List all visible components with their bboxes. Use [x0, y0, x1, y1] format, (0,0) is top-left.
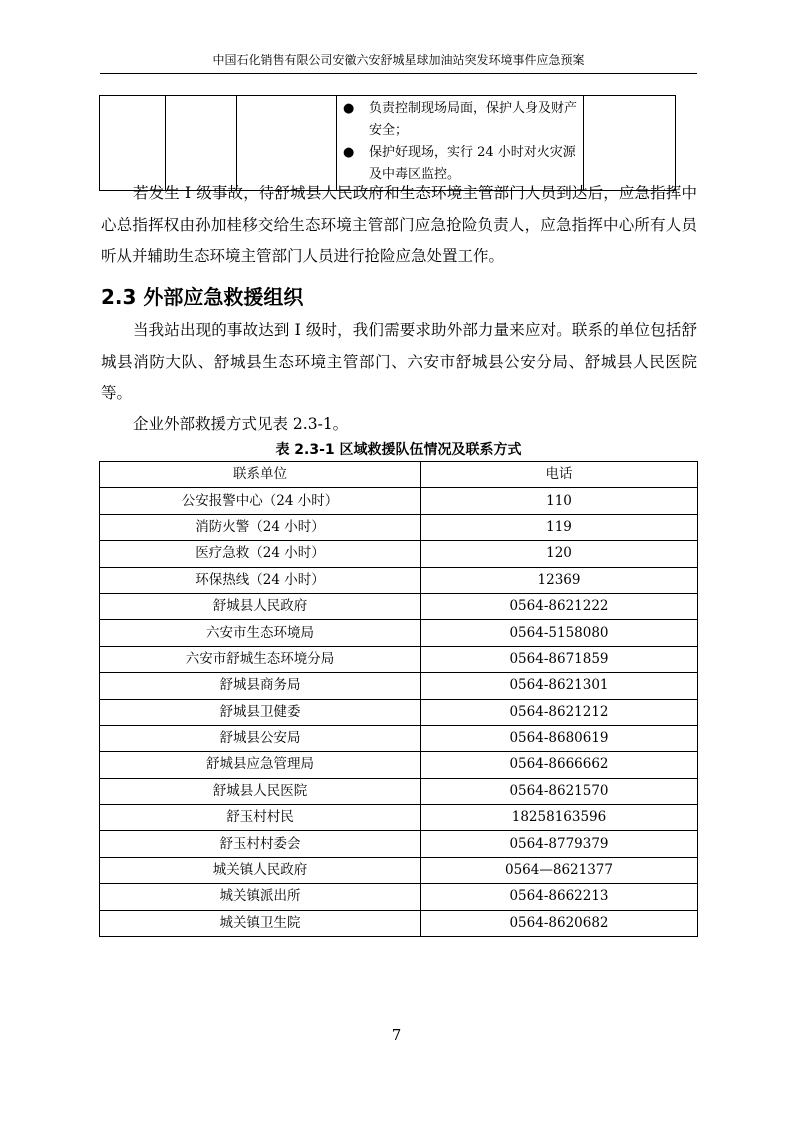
table-header-row — [100, 462, 698, 488]
table-row — [100, 778, 698, 804]
paragraph-command-transfer: 若发生 I 级事故，待舒城县人民政府和生态环境主管部门人员到达后，应急指挥中心总指挥权由孙加桂移交给生态环境主管部门应急抢险负责人，应急指挥中心所有人员听从并辅助生态环境主管部门人员进行抢险应急处置工作。 — [101, 184, 697, 265]
contact-unit-cell: 舒城县人民政府 — [100, 593, 421, 619]
contact-unit-cell: 舒玉村村民 — [100, 805, 421, 831]
contact-table-body — [100, 488, 698, 937]
table-row — [100, 96, 676, 191]
contact-phone-cell: 120 — [421, 541, 698, 567]
continued-table — [99, 95, 676, 191]
contact-unit-cell: 城关镇人民政府 — [100, 857, 421, 883]
table-row — [100, 593, 698, 619]
contact-phone-cell: 0564-8620682 — [421, 910, 698, 936]
contact-phone-cell: 0564-8621212 — [421, 699, 698, 725]
contact-unit-cell: 医疗急救（24 小时） — [100, 541, 421, 567]
bullet-text: 负责控制现场局面，保护人身及财产安全； — [369, 101, 578, 138]
paragraph-table-reference: 企业外部救援方式见表 2.3-1。 — [133, 415, 349, 433]
contact-unit-cell: 舒城县公安局 — [100, 725, 421, 751]
section-title: 2.3 外部应急救援组织 — [101, 285, 304, 309]
contact-unit-cell: 城关镇派出所 — [100, 884, 421, 910]
table-row — [100, 541, 698, 567]
contact-phone-cell: 0564-8662213 — [421, 884, 698, 910]
table-caption: 表 2.3-1 区域救援队伍情况及联系方式 — [275, 442, 522, 458]
bullet-icon: ● — [343, 101, 355, 116]
contact-phone-cell: 0564-8680619 — [421, 725, 698, 751]
list-item — [343, 98, 579, 142]
contact-unit-cell: 舒城县卫健委 — [100, 699, 421, 725]
table-row — [100, 673, 698, 699]
contact-phone-cell: 119 — [421, 514, 698, 540]
contact-phone-cell: 0564-5158080 — [421, 620, 698, 646]
table-row — [100, 514, 698, 540]
table-row — [100, 620, 698, 646]
column-header-unit: 联系单位 — [100, 462, 421, 488]
table-row — [100, 567, 698, 593]
contact-phone-cell: 0564-8671859 — [421, 646, 698, 672]
contact-unit-cell: 舒玉村村委会 — [100, 831, 421, 857]
contact-unit-cell: 六安市舒城生态环境分局 — [100, 646, 421, 672]
contact-phone-cell: 0564—8621377 — [421, 857, 698, 883]
contact-unit-cell: 舒城县商务局 — [100, 673, 421, 699]
table-cell — [584, 96, 676, 191]
column-header-phone: 电话 — [421, 462, 698, 488]
table-row — [100, 699, 698, 725]
contact-phone-cell: 12369 — [421, 567, 698, 593]
table-row — [100, 910, 698, 936]
contact-phone-cell: 0564-8621570 — [421, 778, 698, 804]
contact-phone-cell: 0564-8621222 — [421, 593, 698, 619]
contact-unit-cell: 舒城县人民医院 — [100, 778, 421, 804]
contact-unit-cell: 环保热线（24 小时） — [100, 567, 421, 593]
table-cell — [166, 96, 237, 191]
paragraph-external-help: 当我站出现的事故达到 I 级时，我们需要求助外部力量来应对。联系的单位包括舒城县消防大队、舒城县生态环境主管部门、六安市舒城县公安分局、舒城县人民医院等。 — [101, 321, 697, 402]
table-row — [100, 646, 698, 672]
table-row — [100, 752, 698, 778]
table-row — [100, 805, 698, 831]
header-divider — [100, 73, 697, 74]
contact-unit-cell: 城关镇卫生院 — [100, 910, 421, 936]
contact-unit-cell: 六安市生态环境局 — [100, 620, 421, 646]
table-cell — [100, 96, 166, 191]
table-cell-duties — [337, 96, 584, 191]
contact-phone-cell: 0564-8621301 — [421, 673, 698, 699]
table-row — [100, 488, 698, 514]
table-row — [100, 831, 698, 857]
page-number: 7 — [391, 1026, 402, 1044]
contact-phone-cell: 0564-8666662 — [421, 752, 698, 778]
table-cell — [237, 96, 337, 191]
contact-unit-cell: 消防火警（24 小时） — [100, 514, 421, 540]
table-row — [100, 884, 698, 910]
bullet-text: 保护好现场，实行 24 小时对火灾源及中毒区监控。 — [369, 145, 576, 182]
contact-unit-cell: 公安报警中心（24 小时） — [100, 488, 421, 514]
contact-phone-cell: 0564-8779379 — [421, 831, 698, 857]
contact-phone-cell: 110 — [421, 488, 698, 514]
contact-table — [99, 461, 698, 937]
page-header: 中国石化销售有限公司安徽六安舒城星球加油站突发环境事件应急预案 — [212, 53, 585, 67]
contact-phone-cell: 18258163596 — [421, 805, 698, 831]
contact-unit-cell: 舒城县应急管理局 — [100, 752, 421, 778]
table-row — [100, 857, 698, 883]
table-row — [100, 725, 698, 751]
bullet-icon: ● — [343, 145, 355, 160]
